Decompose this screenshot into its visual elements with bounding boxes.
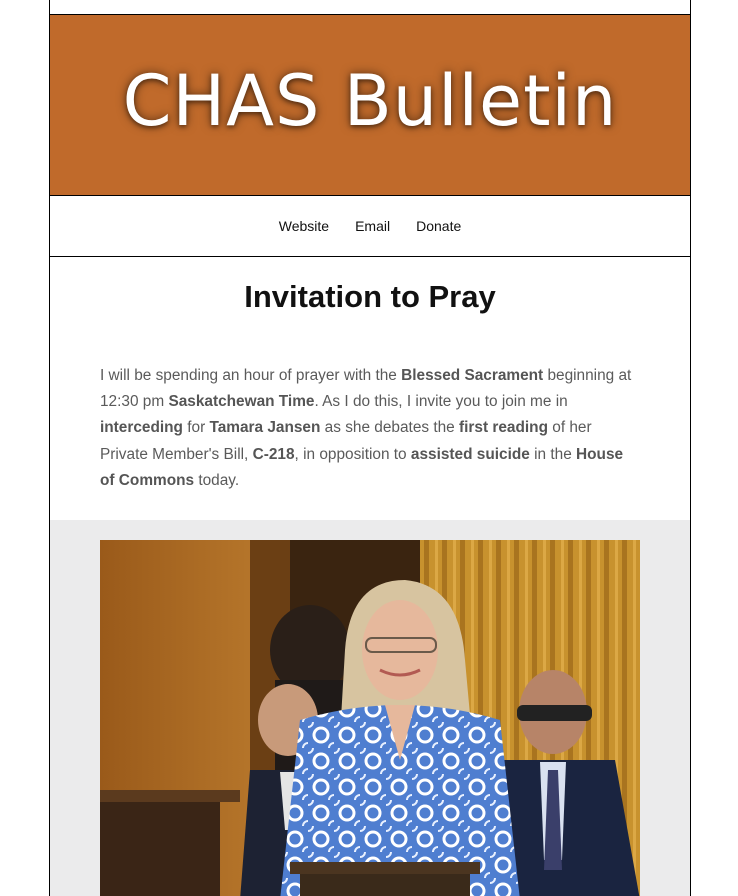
nav-link-website[interactable]: Website	[278, 218, 330, 234]
photo-band	[50, 520, 690, 896]
nav-link-email[interactable]: Email	[355, 218, 391, 234]
article-photo	[100, 540, 640, 896]
bulletin-title: CHAS Bulletin	[122, 60, 618, 142]
nav-link-donate[interactable]: Donate	[416, 218, 462, 234]
top-strip	[50, 0, 690, 15]
header-banner	[50, 15, 690, 196]
nav-bar	[50, 196, 690, 257]
article-paragraph: I will be spending an hour of prayer with the Blessed Sacrament beginning at 12:30 pm Saskatchewan Time. As I do this, I invite you to join me in interceding for Tamara Jansen as she debates the first reading of her Private Member's Bill, C-218, in opposition to assisted suicide in the House of Commons today.	[100, 367, 632, 489]
email-frame	[49, 0, 691, 896]
article-headline: Invitation to Pray	[244, 279, 496, 314]
article	[50, 279, 690, 494]
